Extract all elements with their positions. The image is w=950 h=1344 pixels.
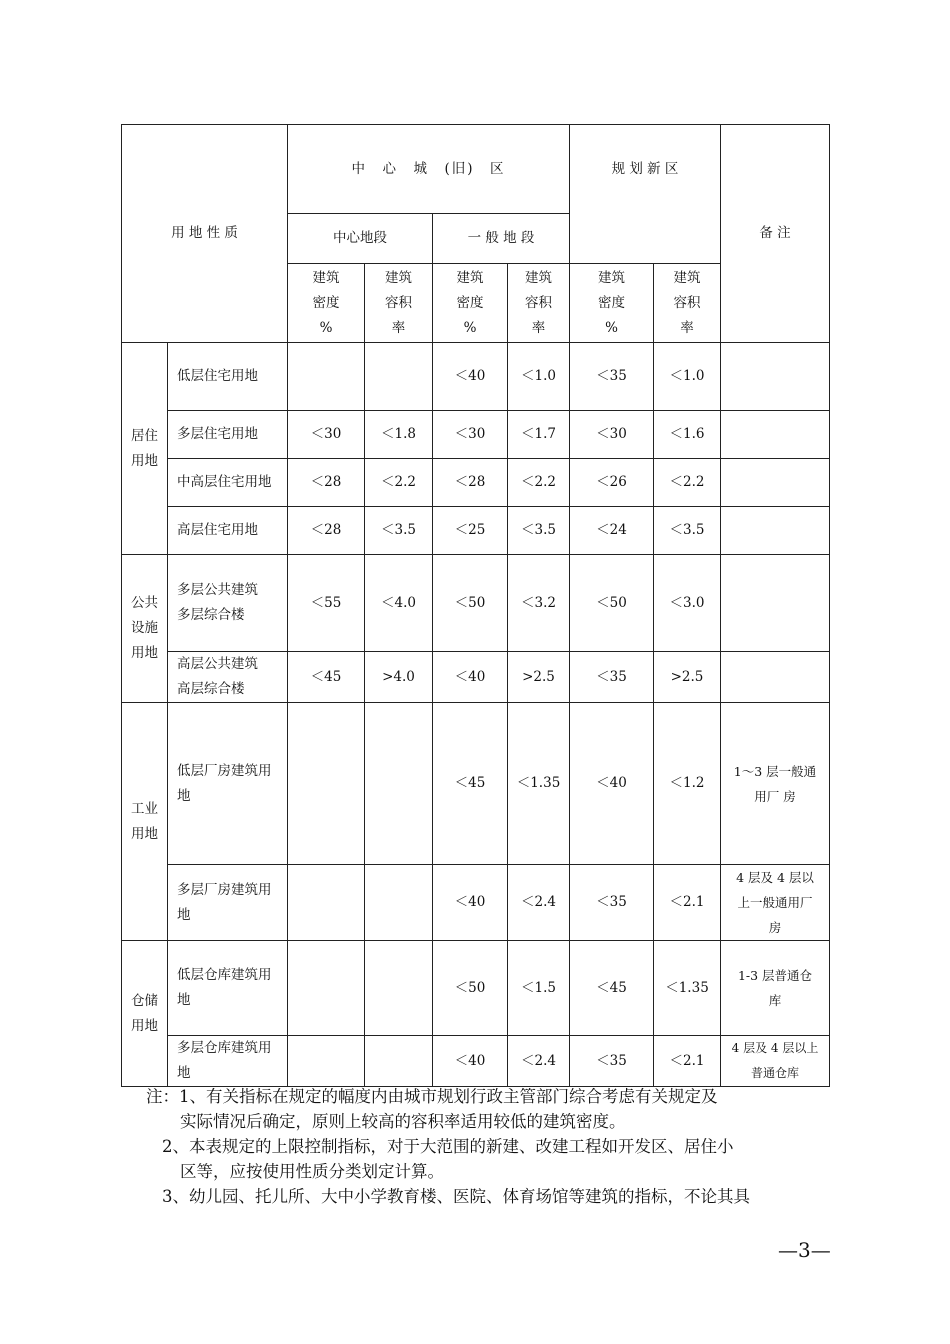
land-type: 中高层住宅用地	[168, 459, 288, 507]
cell-remarks	[721, 459, 830, 507]
land-type: 高层住宅用地	[168, 507, 288, 555]
cell-value: ＜40	[570, 703, 654, 865]
cell-value: ＜45	[570, 941, 654, 1036]
land-type: 高层公共建筑 高层综合楼	[168, 652, 288, 703]
cell-value: ＜28	[288, 459, 365, 507]
header-general-section: 一 般 地 段	[433, 214, 570, 264]
cell-value: ＜40	[433, 343, 508, 411]
cell-value	[288, 703, 365, 865]
page-number: —3—	[778, 1238, 831, 1262]
cell-value: ＜28	[433, 459, 508, 507]
cell-value: ＜1.0	[654, 343, 721, 411]
cell-value: ＜1.8	[365, 411, 433, 459]
table-row	[122, 555, 830, 652]
land-type: 多层公共建筑 多层综合楼	[168, 555, 288, 652]
cell-value: ＜50	[570, 555, 654, 652]
header-density: 建筑 密度 %	[570, 264, 654, 343]
land-type: 多层仓库建筑用 地	[168, 1036, 288, 1087]
cell-value	[288, 1036, 365, 1087]
table-row	[122, 459, 830, 507]
header-density: 建筑 密度 %	[433, 264, 508, 343]
cell-value	[288, 865, 365, 941]
cell-remarks: 4 层及 4 层以上 普通仓库	[721, 1036, 830, 1087]
table-row	[122, 703, 830, 865]
cell-value	[365, 1036, 433, 1087]
cell-value: ＜4.0	[365, 555, 433, 652]
table-row	[122, 507, 830, 555]
cell-value: ＜2.1	[654, 865, 721, 941]
cell-value	[288, 941, 365, 1036]
table-row	[122, 865, 830, 941]
header-far: 建筑 容积 率	[654, 264, 721, 343]
group-label-warehouse: 仓储 用地	[122, 941, 168, 1087]
header-central-section: 中心地段	[288, 214, 433, 264]
land-type: 多层住宅用地	[168, 411, 288, 459]
cell-value	[365, 941, 433, 1036]
cell-value: ＜35	[570, 343, 654, 411]
cell-remarks	[721, 343, 830, 411]
cell-value: ＜25	[433, 507, 508, 555]
group-label-public-facilities: 公共 设施 用地	[122, 555, 168, 703]
table-notes	[146, 1084, 826, 1209]
cell-value: ＜40	[433, 652, 508, 703]
table-row	[122, 1036, 830, 1087]
land-type: 多层厂房建筑用 地	[168, 865, 288, 941]
cell-value: ＜1.5	[508, 941, 570, 1036]
table-row	[122, 652, 830, 703]
cell-value: ＜2.4	[508, 865, 570, 941]
cell-value: ＜30	[570, 411, 654, 459]
cell-value: ＜40	[433, 865, 508, 941]
cell-value: >2.5	[508, 652, 570, 703]
cell-value	[365, 865, 433, 941]
cell-remarks	[721, 411, 830, 459]
cell-value: ＜50	[433, 555, 508, 652]
header-far: 建筑 容积 率	[365, 264, 433, 343]
cell-value: ＜3.5	[654, 507, 721, 555]
land-type: 低层仓库建筑用 地	[168, 941, 288, 1036]
note-2-line-2: 区等，应按使用性质分类划定计算。	[180, 1162, 444, 1181]
cell-value: ＜3.0	[654, 555, 721, 652]
cell-value: >2.5	[654, 652, 721, 703]
cell-value: ＜35	[570, 652, 654, 703]
table-row	[122, 941, 830, 1036]
cell-remarks	[721, 507, 830, 555]
cell-value	[365, 703, 433, 865]
note-1-line-2: 实际情况后确定，原则上较高的容积率适用较低的建筑密度。	[180, 1112, 626, 1131]
cell-value: ＜24	[570, 507, 654, 555]
cell-value: ＜45	[288, 652, 365, 703]
cell-remarks	[721, 555, 830, 652]
cell-value: ＜35	[570, 865, 654, 941]
cell-value: ＜1.6	[654, 411, 721, 459]
cell-value	[365, 343, 433, 411]
header-far: 建筑 容积 率	[508, 264, 570, 343]
group-label-industrial: 工业 用地	[122, 703, 168, 941]
cell-value: ＜40	[433, 1036, 508, 1087]
cell-value: ＜30	[433, 411, 508, 459]
group-label-residential: 居住 用地	[122, 343, 168, 555]
cell-value: ＜28	[288, 507, 365, 555]
cell-value: ＜3.5	[365, 507, 433, 555]
cell-value: ＜3.5	[508, 507, 570, 555]
header-new-area: 规 划 新 区	[570, 125, 721, 264]
cell-value: ＜35	[570, 1036, 654, 1087]
cell-remarks: 1～3 层一般通 用厂 房	[721, 703, 830, 865]
cell-value: ＜1.0	[508, 343, 570, 411]
cell-value: ＜55	[288, 555, 365, 652]
cell-value: ＜1.35	[508, 703, 570, 865]
cell-value: ＜45	[433, 703, 508, 865]
cell-value: ＜2.2	[365, 459, 433, 507]
land-type: 低层厂房建筑用 地	[168, 703, 288, 865]
cell-value: ＜1.35	[654, 941, 721, 1036]
cell-value: ＜1.7	[508, 411, 570, 459]
table-row	[122, 411, 830, 459]
cell-value: ＜1.2	[654, 703, 721, 865]
header-central-old-district: 中 心 城 (旧) 区	[288, 125, 570, 214]
header-remarks: 备 注	[721, 125, 830, 343]
cell-value: ＜3.2	[508, 555, 570, 652]
cell-value: ＜2.1	[654, 1036, 721, 1087]
note-1-line-1: 注：1、有关指标在规定的幅度内由城市规划行政主管部门综合考虑有关规定及	[146, 1087, 718, 1106]
cell-value: ＜2.4	[508, 1036, 570, 1087]
table-row	[122, 343, 830, 411]
cell-value	[288, 343, 365, 411]
cell-value: ＜50	[433, 941, 508, 1036]
cell-value: ＜2.2	[508, 459, 570, 507]
land-type: 低层住宅用地	[168, 343, 288, 411]
header-land-use: 用 地 性 质	[122, 125, 288, 343]
cell-value: ＜26	[570, 459, 654, 507]
cell-remarks	[721, 652, 830, 703]
cell-remarks: 1-3 层普通仓 库	[721, 941, 830, 1036]
cell-value: ＜30	[288, 411, 365, 459]
cell-value: ＜2.2	[654, 459, 721, 507]
cell-value: >4.0	[365, 652, 433, 703]
cell-remarks: 4 层及 4 层以 上一般通用厂 房	[721, 865, 830, 941]
land-use-indicator-table	[121, 124, 830, 1087]
note-2-line-1: 2、本表规定的上限控制指标，对于大范围的新建、改建工程如开发区、居住小	[162, 1137, 734, 1156]
header-density: 建筑 密度 %	[288, 264, 365, 343]
note-3-line-1: 3、幼儿园、托儿所、大中小学教育楼、医院、体育场馆等建筑的指标，不论其具	[162, 1187, 750, 1206]
